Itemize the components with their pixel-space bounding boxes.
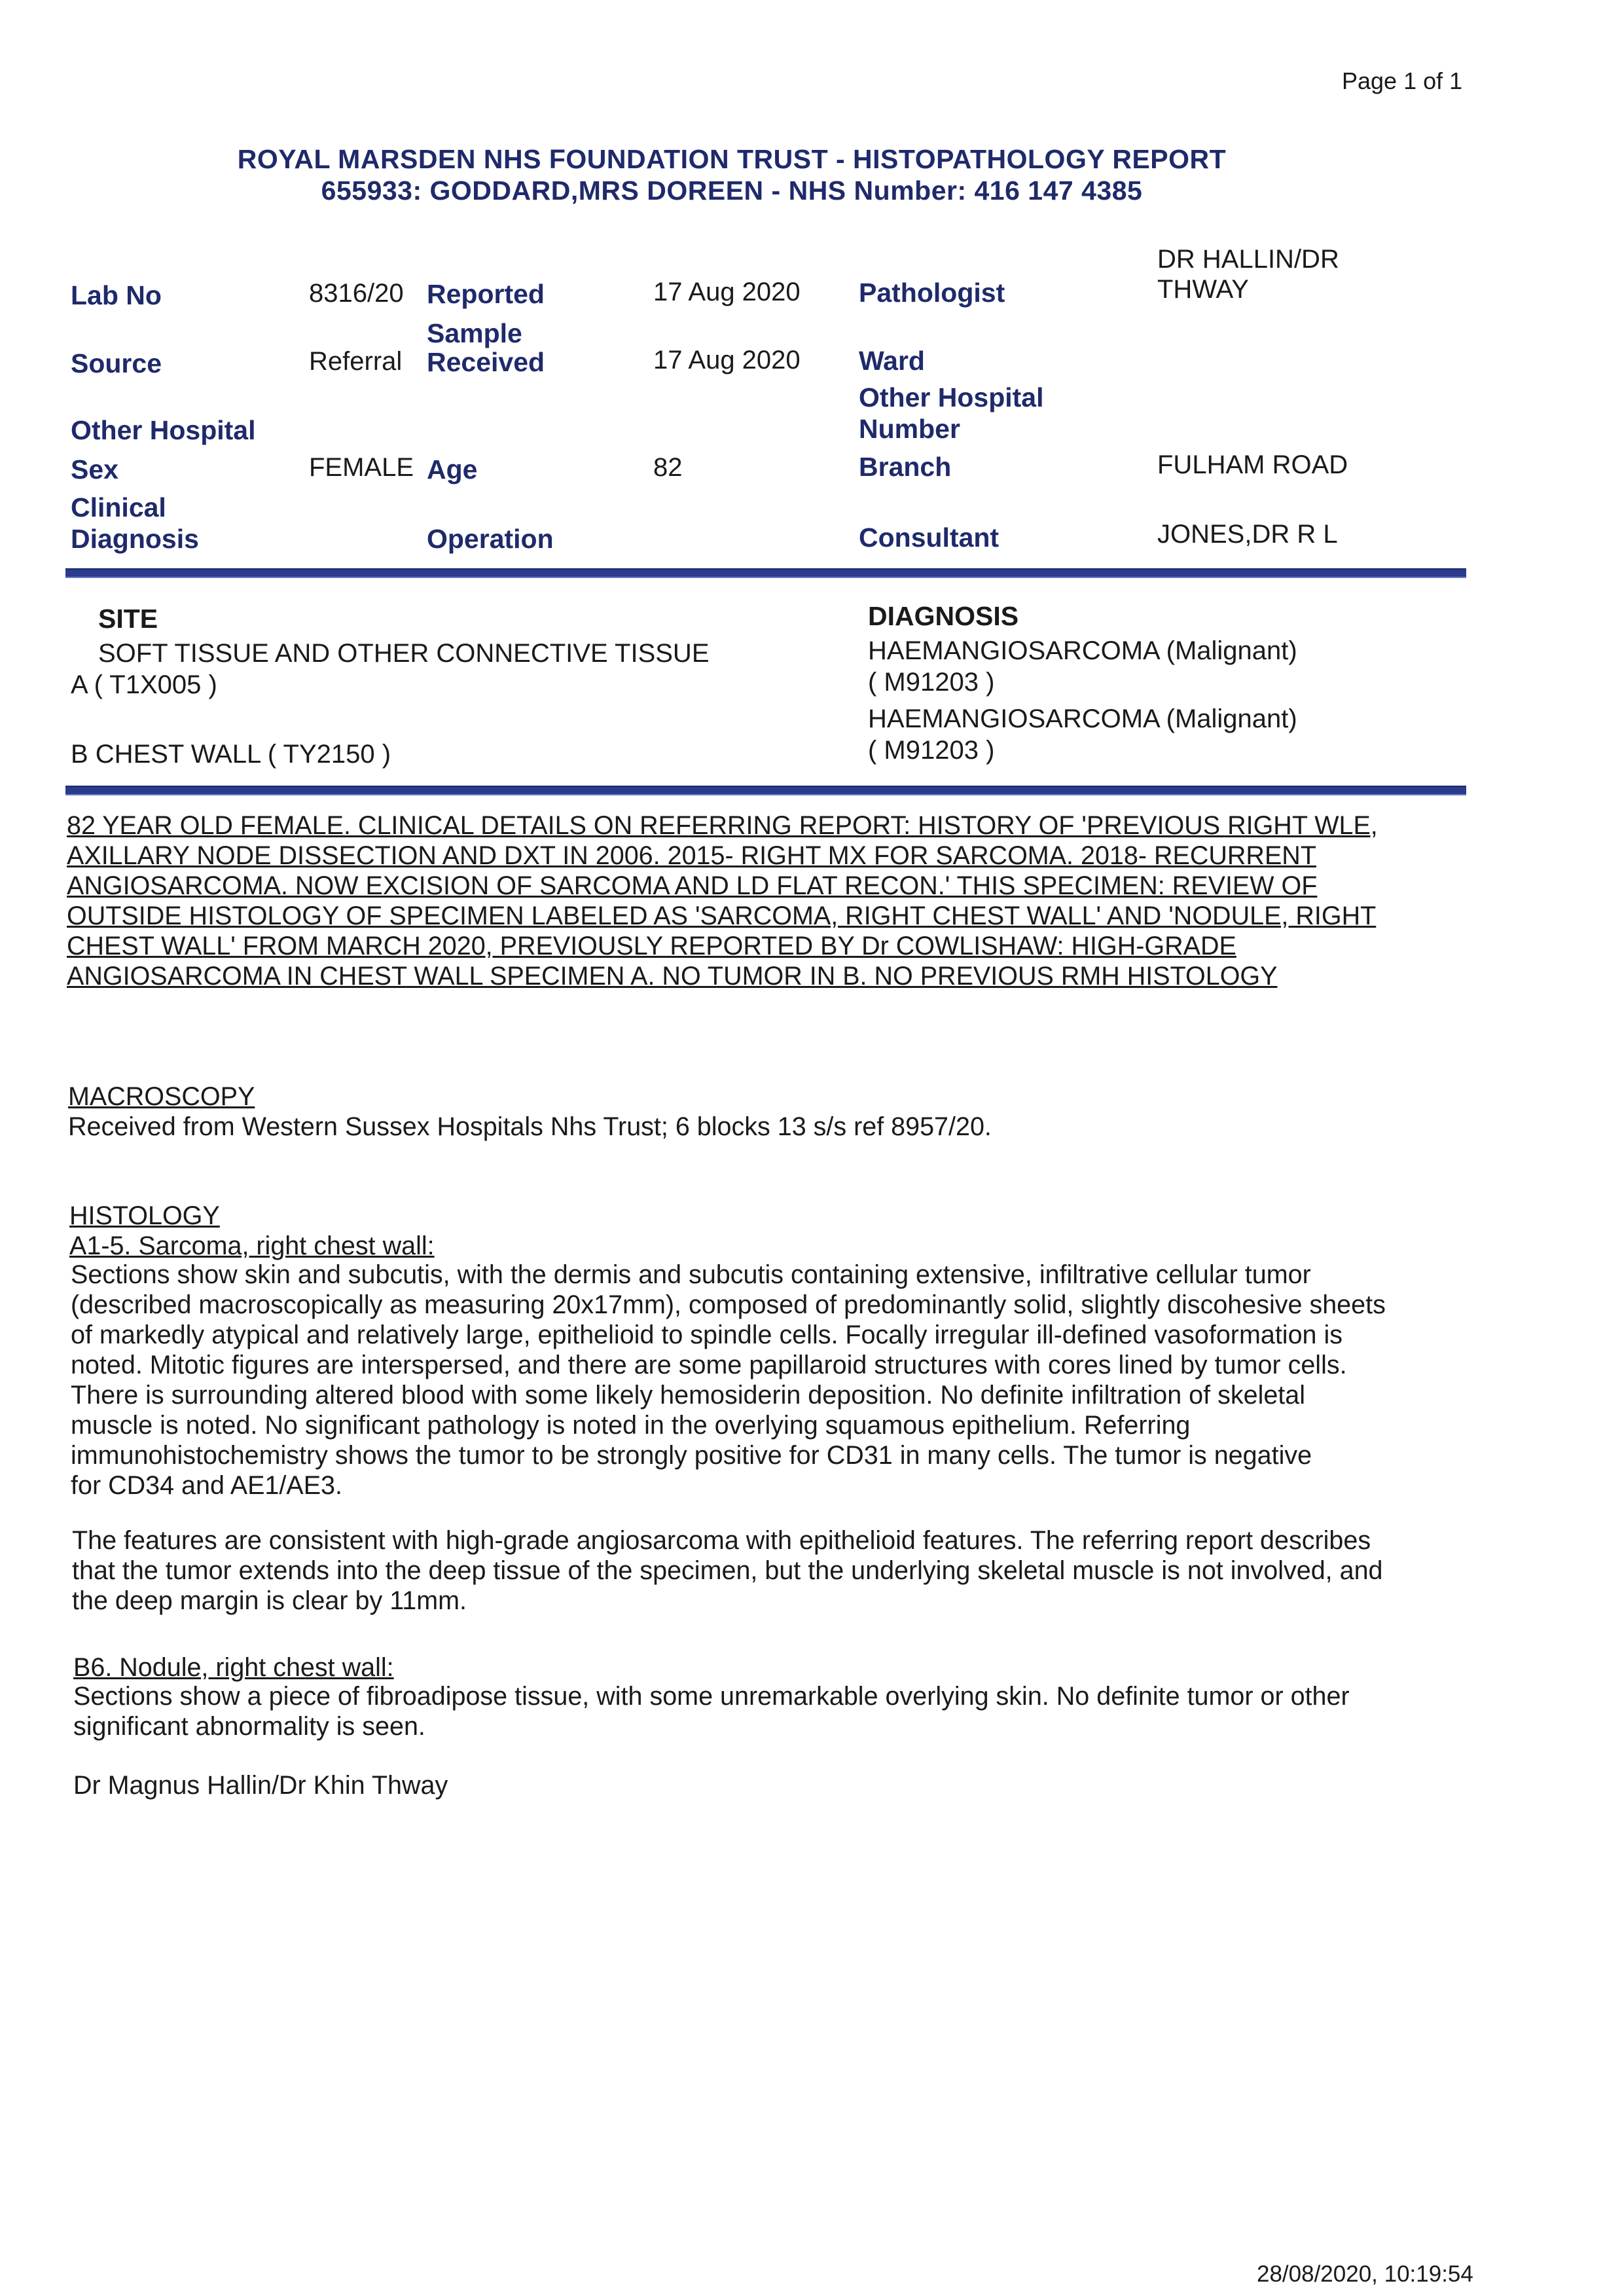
paragraph-line: noted. Mitotic figures are interspersed, and there are some papillaroid structures with cores lined by tumor cells. — [71, 1351, 1347, 1379]
macroscopy-heading: MACROSCOPY — [68, 1082, 255, 1111]
branch-label: Branch — [859, 452, 952, 482]
histology-b-heading: B6. Nodule, right chest wall: — [73, 1653, 394, 1682]
clinical-details-line: OUTSIDE HISTOLOGY OF SPECIMEN LABELED AS 'SARCOMA, RIGHT CHEST WALL' AND 'NODULE, RIGHT — [67, 902, 1377, 930]
site-line2: A ( T1X005 ) — [71, 670, 217, 699]
paragraph-line: the deep margin is clear by 11mm. — [72, 1586, 467, 1615]
divider-top — [65, 568, 1466, 578]
sample-label-line1: Sample — [427, 318, 522, 348]
source-value: Referral — [309, 347, 403, 376]
sample-received-value: 17 Aug 2020 — [653, 346, 801, 374]
ward-label: Ward — [859, 346, 925, 376]
age-label: Age — [427, 454, 478, 484]
paragraph-line: Sections show a piece of fibroadipose tissue, with some unremarkable overlying skin. No definite tumor or other — [73, 1682, 1350, 1711]
histology-a-paragraph-1 — [71, 1260, 1386, 1501]
other-hospital-number-label-line2: Number — [859, 414, 960, 444]
page-number: Page 1 of 1 — [1342, 67, 1463, 94]
lab-no-value: 8316/20 — [309, 279, 404, 308]
clinical-details-line: ANGIOSARCOMA. NOW EXCISION OF SARCOMA AND LD FLAT RECON.' THIS SPECIMEN: REVIEW OF — [67, 871, 1318, 900]
patient-header: 655933: GODDARD,MRS DOREEN - NHS Number: 416 147 4385 — [321, 175, 1143, 206]
report-title: ROYAL MARSDEN NHS FOUNDATION TRUST - HISTOPATHOLOGY REPORT — [237, 144, 1227, 174]
consultant-label: Consultant — [859, 522, 1000, 553]
site-line1: SOFT TISSUE AND OTHER CONNECTIVE TISSUE — [98, 639, 710, 668]
site-line3: B CHEST WALL ( TY2150 ) — [71, 740, 391, 769]
pathologist-value-line1: DR HALLIN/DR — [1157, 245, 1339, 274]
clinical-diagnosis-label-line1: Clinical — [71, 492, 166, 522]
age-value: 82 — [653, 453, 683, 482]
lab-no-label: Lab No — [71, 280, 162, 310]
paragraph-line: muscle is noted. No significant pathology is noted in the overlying squamous epithelium. Referring — [71, 1411, 1191, 1440]
histology-b-paragraph — [73, 1681, 1350, 1741]
clinical-details-line: ANGIOSARCOMA IN CHEST WALL SPECIMEN A. NO TUMOR IN B. NO PREVIOUS RMH HISTOLOGY — [67, 962, 1278, 991]
paragraph-line: significant abnormality is seen. — [73, 1712, 425, 1741]
pathologist-value-line2: THWAY — [1157, 275, 1249, 304]
diagnosis-1-code: ( M91203 ) — [868, 668, 995, 697]
paragraph-line: (described macroscopically as measuring 20x17mm), composed of predominantly solid, slightly discohesive sheets — [71, 1290, 1386, 1319]
reported-value: 17 Aug 2020 — [653, 278, 801, 306]
paragraph-line: There is surrounding altered blood with some likely hemosiderin deposition. No definite infiltration of skeletal — [71, 1381, 1306, 1410]
histology-a-heading: A1-5. Sarcoma, right chest wall: — [69, 1231, 435, 1260]
paragraph-line: that the tumor extends into the deep tissue of the specimen, but the underlying skeletal muscle is not involved, and — [72, 1556, 1383, 1585]
paragraph-line: immunohistochemistry shows the tumor to be strongly positive for CD31 in many cells. The tumor is negative — [71, 1441, 1312, 1470]
operation-label: Operation — [427, 524, 554, 554]
macroscopy-text: Received from Western Sussex Hospitals Nhs Trust; 6 blocks 13 s/s ref 8957/20. — [68, 1112, 992, 1141]
clinical-details-line: AXILLARY NODE DISSECTION AND DXT IN 2006. 2015- RIGHT MX FOR SARCOMA. 2018- RECURRENT — [67, 841, 1316, 870]
histology-heading: HISTOLOGY — [69, 1201, 220, 1230]
histology-a-paragraph-2 — [72, 1525, 1383, 1616]
branch-value: FULHAM ROAD — [1157, 450, 1348, 479]
divider-bottom — [65, 786, 1466, 795]
diagnosis-2-code: ( M91203 ) — [868, 736, 995, 765]
paragraph-line: of markedly atypical and relatively large, epithelioid to spindle cells. Focally irregular ill-defined vasoformation is — [71, 1321, 1343, 1349]
paragraph-line: Sections show skin and subcutis, with the dermis and subcutis containing extensive, infiltrative cellular tumor — [71, 1260, 1311, 1289]
paragraph-line: The features are consistent with high-grade angiosarcoma with epithelioid features. The referring report describes — [72, 1526, 1371, 1555]
clinical-details — [67, 811, 1468, 991]
diagnosis-1: HAEMANGIOSARCOMA (Malignant) — [868, 636, 1297, 665]
reported-label: Reported — [427, 279, 545, 309]
paragraph-line: for CD34 and AE1/AE3. — [71, 1471, 343, 1500]
sample-label-line2: Received — [427, 347, 545, 377]
diagnosis-2: HAEMANGIOSARCOMA (Malignant) — [868, 704, 1297, 733]
other-hospital-label: Other Hospital — [71, 415, 256, 445]
consultant-value: JONES,DR R L — [1157, 520, 1338, 549]
other-hospital-number-label-line1: Other Hospital — [859, 382, 1044, 412]
signature-names: Dr Magnus Hallin/Dr Khin Thway — [73, 1771, 448, 1800]
clinical-details-line: 82 YEAR OLD FEMALE. CLINICAL DETAILS ON REFERRING REPORT: HISTORY OF 'PREVIOUS RIGHT WLE, — [67, 811, 1378, 840]
printed-timestamp: 28/08/2020, 10:19:54 — [1257, 2261, 1473, 2287]
clinical-diagnosis-label-line2: Diagnosis — [71, 524, 199, 554]
sex-value: FEMALE — [309, 453, 414, 482]
sex-label: Sex — [71, 454, 118, 484]
source-label: Source — [71, 348, 162, 378]
clinical-details-line: CHEST WALL' FROM MARCH 2020, PREVIOUSLY REPORTED BY Dr COWLISHAW: HIGH-GRADE — [67, 932, 1236, 960]
diagnosis-heading: DIAGNOSIS — [868, 601, 1019, 631]
pathologist-label: Pathologist — [859, 278, 1005, 308]
site-heading: SITE — [98, 604, 158, 634]
